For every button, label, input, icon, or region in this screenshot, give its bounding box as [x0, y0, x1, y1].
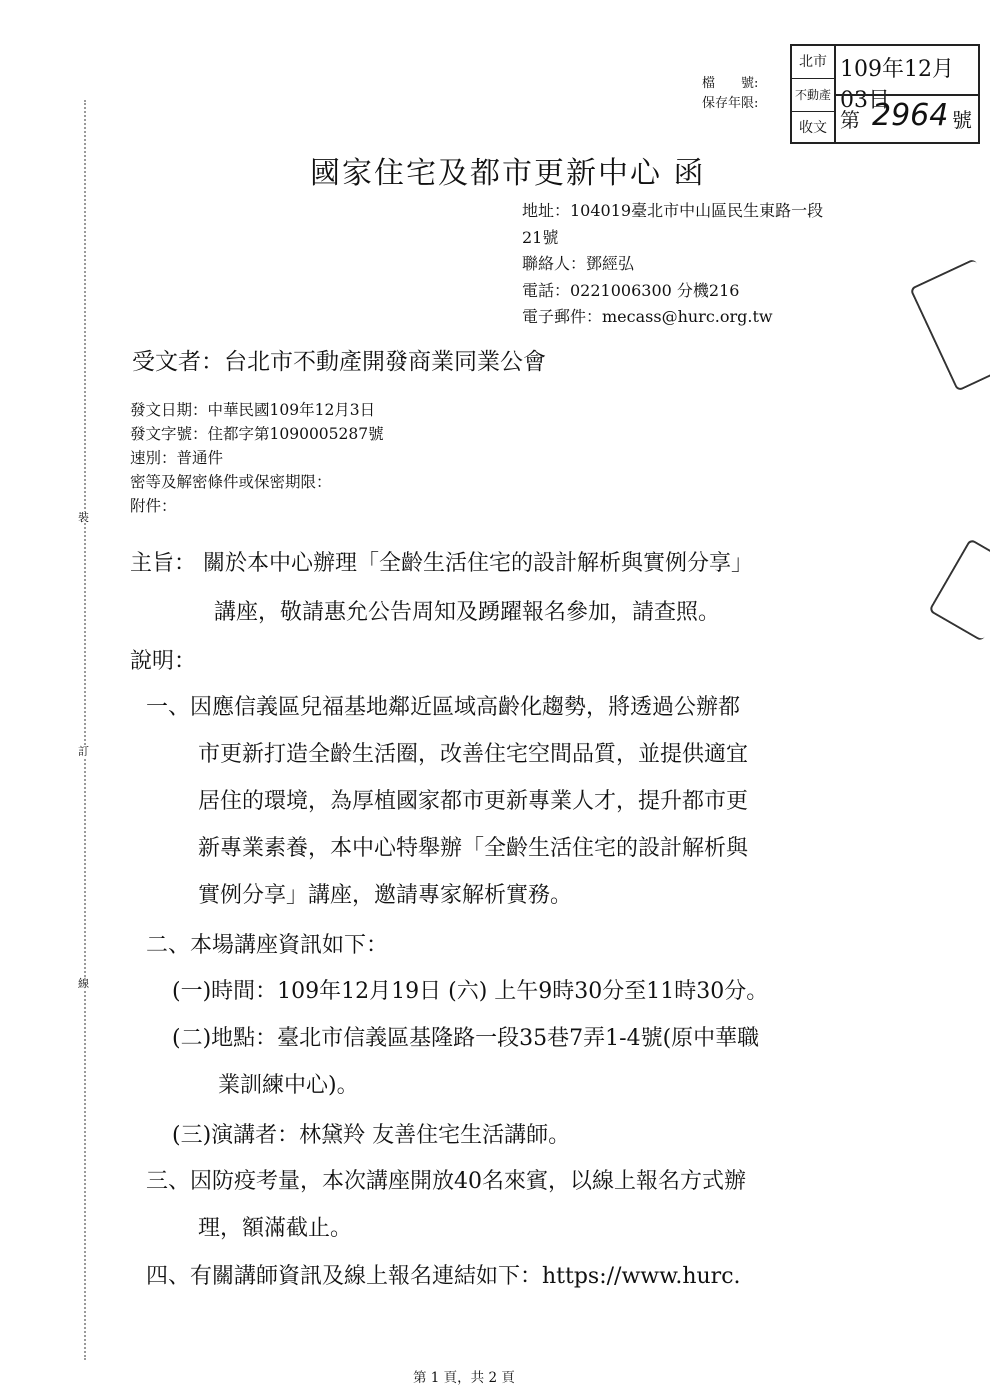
item-1-line-4: 新專業素養，本中心特舉辦「全齡生活住宅的設計解析與 — [198, 836, 749, 861]
issue-date: 發文日期：中華民國109年12月3日 — [130, 401, 376, 419]
recipient: 受文者：台北市不動產開發商業同業公會 — [132, 349, 546, 375]
secrecy-level: 密等及解密條件或保密期限： — [130, 473, 332, 491]
stamp-number: 2964 — [872, 98, 949, 133]
document-meta — [130, 398, 384, 518]
subject-line-1: 主旨： 關於本中心辦理「全齡生活住宅的設計解析與實例分享」 — [130, 551, 753, 576]
archive-labels — [702, 74, 758, 114]
stamp-hao: 號 — [952, 108, 972, 132]
partial-seal-top — [909, 258, 990, 392]
stamp-label-received: 收文 — [799, 120, 827, 136]
sender-info — [522, 198, 823, 331]
item-2-time: (一)時間：109年12月19日 (六) 上午9時30分至11時30分。 — [172, 979, 769, 1004]
binding-mark-xian: 線 — [78, 977, 89, 990]
stamp-date: 109年12月03日 — [840, 57, 954, 113]
retention-label: 保存年限: — [702, 96, 759, 111]
stamp-di: 第 — [840, 108, 860, 132]
subject-line-2: 講座，敬請惠允公告周知及踴躍報名參加，請查照。 — [214, 600, 721, 625]
address-line-1: 地址：104019臺北市中山區民生東路一段 — [522, 201, 824, 220]
item-1-line-2: 市更新打造全齡生活圈，改善住宅空間品質，並提供適宜 — [198, 742, 749, 767]
stamp-label-column — [792, 46, 836, 142]
item-2: 二、本場講座資訊如下： — [146, 933, 389, 958]
file-number-label: 檔 號: — [702, 76, 759, 91]
partial-seal-middle — [928, 538, 990, 642]
item-2-speaker: (三)演講者：林黛羚 友善住宅生活講師。 — [172, 1123, 571, 1148]
phone: 電話：0221006300 分機216 — [522, 280, 740, 300]
receipt-stamp — [790, 44, 980, 144]
stamp-label-city: 北市 — [792, 46, 834, 79]
item-1-line-3: 居住的環境，為厚植國家都市更新專業人才，提升都市更 — [198, 789, 749, 814]
reference-number: 發文字號：住都字第1090005287號 — [130, 425, 384, 443]
item-3-line-1: 三、因防疫考量，本次講座開放40名來賓，以線上報名方式辦 — [146, 1169, 746, 1194]
page-footer: 第 1 頁，共 2 頁 — [413, 1370, 515, 1386]
binding-dotted-line — [84, 100, 86, 1360]
item-2-location-line-2: 業訓練中心)。 — [218, 1073, 359, 1098]
address-line-2: 21號 — [522, 227, 559, 247]
item-4: 四、有關講師資訊及線上報名連結如下：https://www.hurc. — [146, 1264, 741, 1289]
item-1-line-5: 實例分享」講座，邀請專家解析實務。 — [198, 883, 573, 908]
binding-mark-zhuang: 裝 — [78, 511, 89, 524]
stamp-label-realestate: 不動產 — [792, 79, 834, 112]
explanation-label: 說明： — [130, 649, 197, 674]
item-1-line-1: 一、因應信義區兒福基地鄰近區域高齡化趨勢，將透過公辦都 — [146, 695, 741, 720]
document-title: 國家住宅及都市更新中心 函 — [310, 156, 706, 191]
stamp-divider — [834, 94, 978, 96]
email: 電子郵件：mecass@hurc.org.tw — [522, 307, 773, 326]
item-2-location-line-1: (二)地點：臺北市信義區基隆路一段35巷7弄1-4號(原中華職 — [172, 1026, 760, 1051]
attachment: 附件： — [130, 497, 177, 515]
speed-class: 速別：普通件 — [130, 449, 224, 467]
item-3-line-2: 理，額滿截止。 — [198, 1216, 353, 1241]
contact-person: 聯絡人：鄧經弘 — [522, 254, 635, 273]
binding-mark-ding: 訂 — [78, 745, 89, 758]
